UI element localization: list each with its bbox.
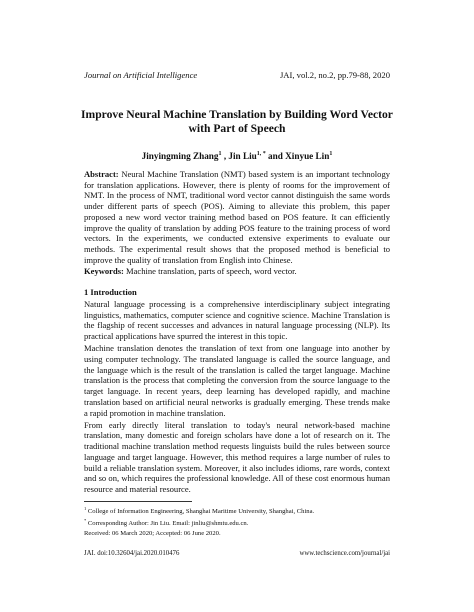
keywords-text: Machine translation, parts of speech, word vector. bbox=[123, 266, 297, 276]
author-separator: and bbox=[265, 151, 286, 162]
section-heading: 1 Introduction bbox=[84, 287, 137, 297]
footnotes bbox=[84, 504, 404, 538]
abstract-label: Abstract: bbox=[84, 169, 119, 179]
paper-title: Improve Neural Machine Translation by Building Word Vector with Part of Speech bbox=[81, 108, 393, 135]
section-body bbox=[84, 299, 390, 496]
affiliation-mark: 1 bbox=[218, 151, 222, 157]
footnote-mark: * bbox=[84, 518, 87, 524]
footnote-divider bbox=[84, 501, 192, 502]
author-separator: , bbox=[221, 151, 229, 162]
citation-info: JAI, vol.2, no.2, pp.79-88, 2020 bbox=[279, 70, 390, 80]
footnote-dates: Received: 06 March 2020; Accepted: 06 June 2020. bbox=[84, 529, 221, 537]
abstract-text: Neural Machine Translation (NMT) based system is an important technology for translation applications. However, there is plenty of rooms for the improvement of NMT. In the process of NMT, traditional word vector cannot distinguish the same words under different parts of speech (POS). Aiming to alleviate this problem, this paper proposed a new word vector training method based on POS feature. It can efficiently improve the quality of translation by adding POS feature to the training process of word vectors. In the experiments, we conducted extensive experiments to evaluate our methods. The experimental result shows that the proposed method is beneficial to improve the quality of translation from English into Chinese. bbox=[84, 169, 390, 265]
keywords-label: Keywords: bbox=[84, 266, 124, 276]
abstract bbox=[84, 169, 390, 265]
journal-url: www.techscience.com/journal/jai bbox=[299, 550, 390, 557]
paragraph: From early directly literal translation to today's neural network-based machine translation, many domestic and foreign scholars have done a lot of research on it. The traditional machine translation method requests linguists build the rules between source language and target language. However, this method requires a large number of rules to build a reliable translation system. Moreover, it also includes idioms, rare words, context and so on, which requires the professional knowledge. All of these cost enormous human resource and material resource. bbox=[84, 419, 390, 494]
paragraph: Natural language processing is a comprehensive interdisciplinary subject integrating linguistics, mathematics, computer science and cognitive science. Machine Translation is the flagship of recent successes and advances in natural language processing (NLP). Its practical applications have spurred the interest in this topic. bbox=[84, 299, 390, 342]
footnote-mark: 1 bbox=[84, 506, 87, 511]
paragraph: Machine translation denotes the translation of text from one language into another by using computer technology. The translated language is called the source language, and the language which is the result of the translation is called the target language. Machine translation is the process that completing the conversion from the source language to the target language. In recent years, deep learning has developed rapidly, and machine translation based on artificial neural networks is gradually emerging. These trends make a rapid promotion in machine translation. bbox=[84, 343, 390, 418]
author-name: Jin Liu bbox=[228, 151, 257, 162]
author-name: Xinyue Lin bbox=[285, 151, 330, 162]
affiliation-mark: 1 bbox=[329, 151, 333, 157]
doi-text: JAI. doi:10.32604/jai.2020.010476 bbox=[84, 550, 180, 557]
footnote-affiliation: $^1$ College of Information Engineering, Shanghai Maritime University, Shanghai, China. bbox=[84, 506, 315, 516]
keywords bbox=[84, 266, 390, 276]
affiliation-mark: 1, * bbox=[256, 151, 266, 157]
footnote-corresponding: * Corresponding Author: Jin Liu. Email: jinliu@shmtu.edu.cn. bbox=[84, 518, 249, 528]
author-name: Jinyingming Zhang bbox=[141, 151, 219, 162]
author-list bbox=[70, 151, 404, 161]
journal-name: Journal on Artificial Intelligence bbox=[84, 70, 198, 80]
